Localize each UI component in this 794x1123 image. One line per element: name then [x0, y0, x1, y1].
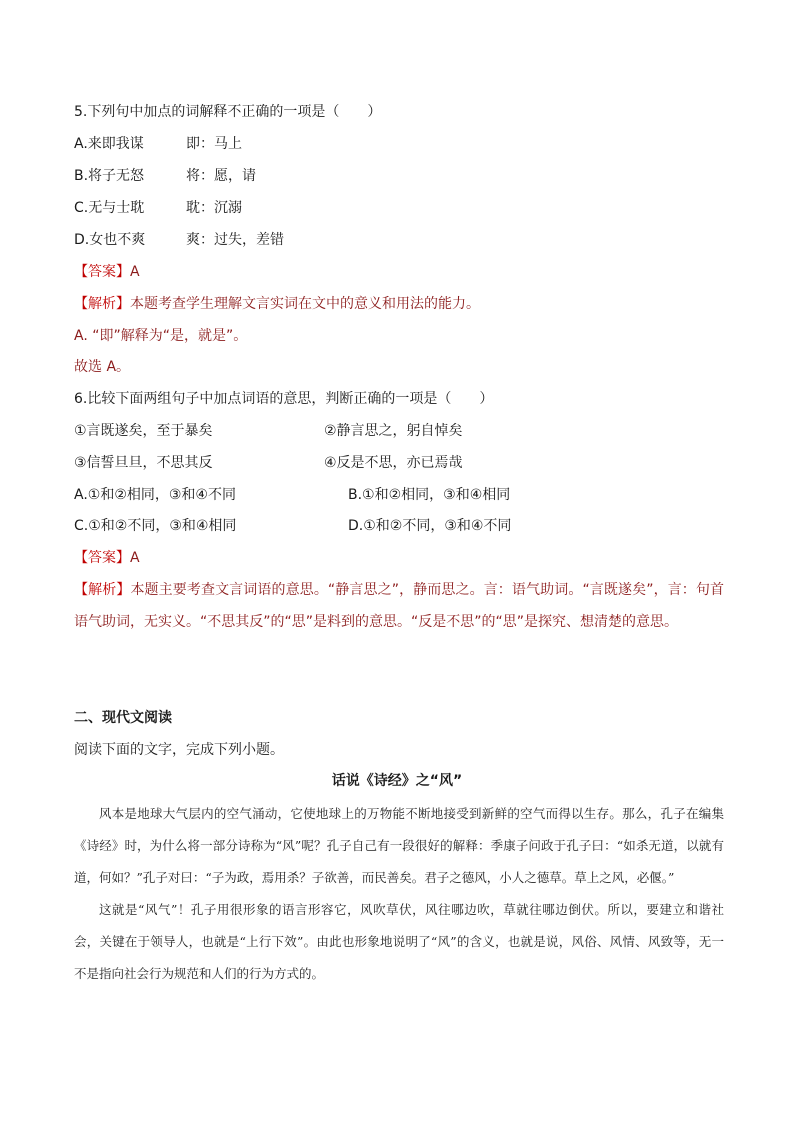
q5-conclusion: 故选 A。 — [74, 359, 131, 375]
q6-analysis-tag: 【解析】 — [74, 582, 131, 598]
q6-answer-value: A — [130, 550, 140, 566]
q5-option-a-label: A.来即我谋 — [74, 136, 144, 152]
essay-paragraph-2: 这就是“风气”！孔子用很形象的语言形容它，风吹草伏，风往哪边吹，草就往哪边倒伏。所以，要建立和谐社会，关键在于领导人，也就是“上行下效”。由此也形象地说明了“风”的含义，也就是说，风俗、风情、风致等，无一不是指向社会行为规范和人们的行为方式的。 — [74, 902, 724, 981]
q6-option-c: C.①和②不同，③和④相同 — [74, 518, 237, 534]
essay-paragraph-1: 风本是地球大气层内的空气涌动，它使地球上的万物能不断地接受到新鲜的空气而得以生存。那么，孔子在编集《诗经》时，为什么将一部分诗称为“风”呢？孔子自己有一段很好的解释：季康子问政于孔子曰：“如杀无道，以就有道，何如？”孔子对曰：“子为政，焉用杀？子欲善，而民善矣。君子之德风，小人之德草。草上之风，必偃。” — [74, 806, 724, 885]
q5-option-a-gloss: 即：马上 — [186, 136, 242, 152]
q5-option-b-label: B.将子无怒 — [74, 168, 145, 184]
q5-analysis-text: 本题考查学生理解文言实词在文中的意义和用法的能力。 — [130, 296, 480, 312]
q6-analysis-text: 本题主要考查文言词语的意思。“静言思之”，静而思之。言：语气助词。“言既遂矣”，言：句首语气助词，无实义。“不思其反”的“思”是料到的意思。“反是不思”的“思”是探究、想清楚的意思。 — [74, 582, 725, 630]
q6-option-d: D.①和②不同，③和④不同 — [348, 518, 512, 534]
q5-option-b-gloss: 将：愿，请 — [186, 168, 256, 184]
q5-option-a — [74, 134, 242, 154]
q5-analysis-detail: A. “即”解释为“是，就是”。 — [74, 328, 248, 344]
q6-sentence-row-2 — [74, 453, 463, 473]
q6-option-a: A.①和②相同，③和④不同 — [74, 487, 236, 503]
q5-option-c-label: C.无与士耽 — [74, 200, 145, 216]
q6-sentence-1: ①言既遂矣，至于暴矣 — [74, 423, 213, 439]
q5-option-d-label: D.女也不爽 — [74, 232, 146, 248]
essay-body — [74, 798, 724, 990]
q5-option-d — [74, 230, 284, 250]
q6-stem: 6.比较下面两组句子中加点词语的意思，判断正确的一项是（ ） — [74, 391, 494, 407]
q6-option-b: B.①和②相同，③和④相同 — [348, 487, 511, 503]
q5-analysis — [74, 294, 480, 314]
q5-answer — [74, 262, 140, 282]
q6-sentence-4: ④反是不思，亦已焉哉 — [324, 455, 463, 471]
q6-options-row-2 — [74, 516, 512, 536]
q5-option-d-gloss: 爽：过失，差错 — [186, 232, 284, 248]
q5-option-b — [74, 166, 256, 186]
q6-sentence-row-1 — [74, 421, 463, 441]
q5-answer-value: A — [130, 264, 140, 280]
section-heading: 二、现代文阅读 — [74, 710, 172, 726]
section-instruction: 阅读下面的文字，完成下列小题。 — [74, 742, 284, 758]
q6-options-row-1 — [74, 485, 511, 505]
q6-answer — [74, 548, 140, 568]
q5-stem: 5.下列句中加点的词解释不正确的一项是（ ） — [74, 104, 382, 120]
q5-analysis-tag: 【解析】 — [74, 296, 130, 312]
q6-analysis — [74, 574, 724, 638]
q5-option-c — [74, 198, 242, 218]
q5-answer-tag: 【答案】 — [74, 264, 130, 280]
essay-title: 话说《诗经》之“风” — [331, 773, 463, 789]
q6-answer-tag: 【答案】 — [74, 550, 130, 566]
q5-option-c-gloss: 耽：沉溺 — [186, 200, 242, 216]
q6-sentence-3: ③信誓旦旦，不思其反 — [74, 455, 213, 471]
q6-sentence-2: ②静言思之，躬自悼矣 — [324, 423, 463, 439]
